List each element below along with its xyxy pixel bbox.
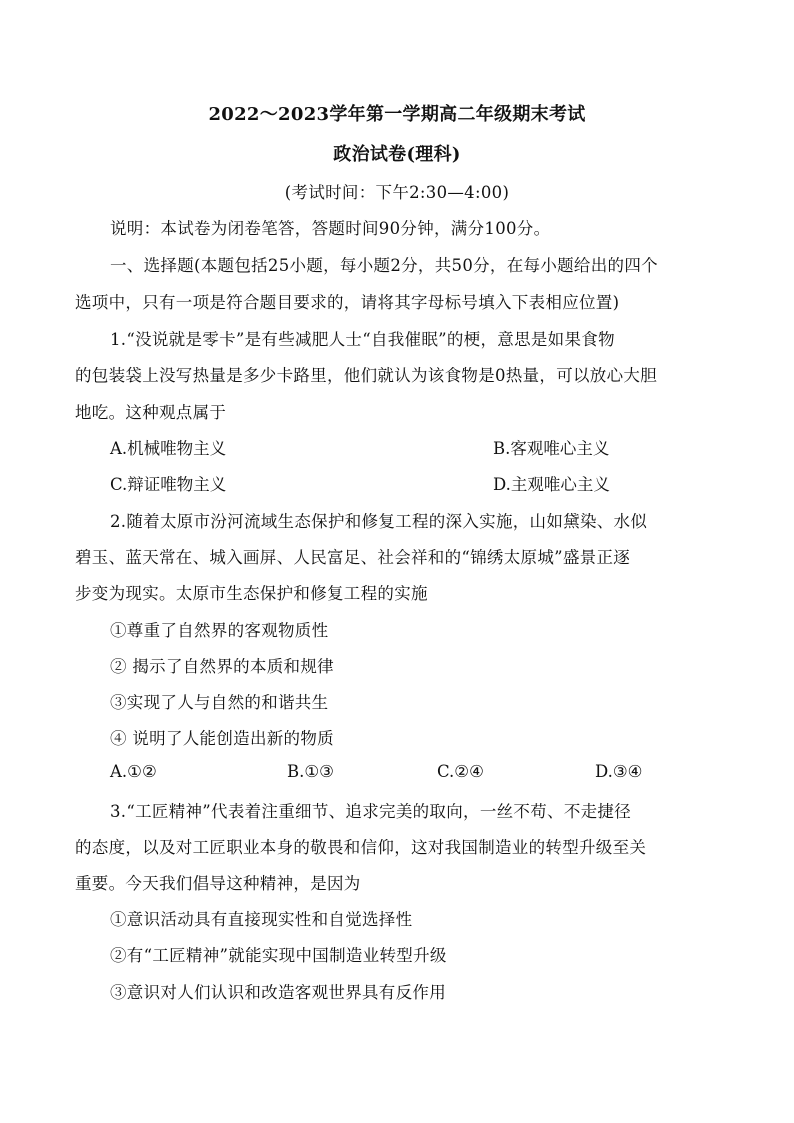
question-3-text: 3.“工匠精神”代表着注重细节、追求完美的取向，一丝不苟、不走捷径 bbox=[110, 802, 632, 821]
question-2-statement: ② 揭示了自然界的本质和规律 bbox=[110, 657, 334, 676]
question-2-option-a: A.①② bbox=[110, 762, 157, 781]
question-1-option-a: A.机械唯物主义 bbox=[110, 439, 227, 458]
exam-title: 2022～2023学年第一学期高二年级期末考试 bbox=[208, 104, 586, 125]
question-3-statement: ①意识活动具有直接现实性和自觉选择性 bbox=[110, 910, 413, 929]
question-2-text: 步变为现实。太原市生态保护和修复工程的实施 bbox=[75, 584, 428, 603]
question-3-text: 重要。今天我们倡导这种精神，是因为 bbox=[75, 874, 361, 893]
question-2-option-d: D.③④ bbox=[595, 762, 643, 781]
question-1-option-b: B.客观唯心主义 bbox=[493, 439, 610, 458]
section-heading-cont: 选项中，只有一项是符合题目要求的，请将其字母标号填入下表相应位置) bbox=[75, 293, 620, 312]
instructions: 说明：本试卷为闭卷笔答，答题时间90分钟，满分100分。 bbox=[110, 219, 551, 238]
question-2-statement: ①尊重了自然界的客观物质性 bbox=[110, 621, 329, 640]
question-1-text: 的包装袋上没写热量是多少卡路里，他们就认为该食物是0热量，可以放心大胆 bbox=[75, 366, 657, 385]
exam-subject: 政治试卷(理科) bbox=[333, 144, 461, 165]
section-heading: 一、选择题(本题包括25小题，每小题2分，共50分，在每小题给出的四个 bbox=[110, 256, 658, 275]
question-1-option-d: D.主观唯心主义 bbox=[493, 475, 610, 494]
question-2-text: 碧玉、蓝天常在、城入画屏、人民富足、社会祥和的“锦绣太原城”盛景正逐 bbox=[75, 548, 631, 567]
question-3-statement: ②有“工匠精神”就能实现中国制造业转型升级 bbox=[110, 946, 447, 965]
question-2-statement: ③实现了人与自然的和谐共生 bbox=[110, 693, 329, 712]
question-3-statement: ③意识对人们认识和改造客观世界具有反作用 bbox=[110, 983, 446, 1002]
question-2-option-b: B.①③ bbox=[287, 762, 334, 781]
question-2-text: 2.随着太原市汾河流域生态保护和修复工程的深入实施，山如黛染、水似 bbox=[110, 512, 648, 531]
question-1-text: 1.“没说就是零卡”是有些减肥人士“自我催眠”的梗，意思是如果食物 bbox=[110, 330, 615, 349]
question-1-text: 地吃。这种观点属于 bbox=[75, 403, 227, 422]
question-1-option-c: C.辩证唯物主义 bbox=[110, 475, 227, 494]
exam-time: (考试时间：下午2:30—4:00) bbox=[284, 183, 510, 202]
question-3-text: 的态度，以及对工匠职业本身的敬畏和信仰，这对我国制造业的转型升级至关 bbox=[75, 838, 647, 857]
question-2-option-c: C.②④ bbox=[437, 762, 484, 781]
question-2-statement: ④ 说明了人能创造出新的物质 bbox=[110, 729, 334, 748]
